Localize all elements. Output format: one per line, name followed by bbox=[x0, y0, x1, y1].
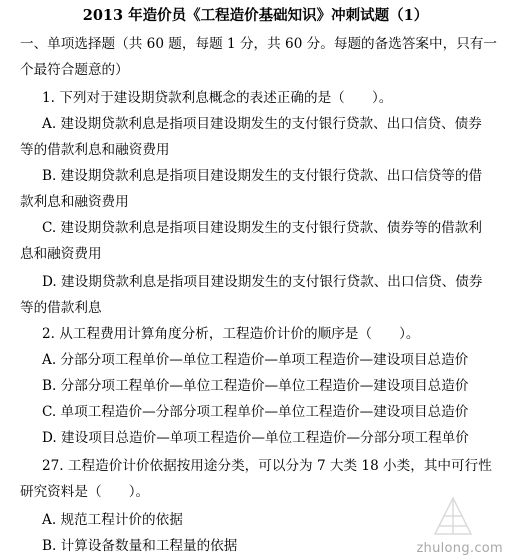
q1-option-c-line-2: 息和融资费用 bbox=[20, 246, 102, 262]
q2-option-a: A. 分部分项工程单价—单位工程造价—单项工程造价—建设项目总造价 bbox=[42, 352, 469, 368]
section-heading-line-2: 个最符合题意的） bbox=[20, 62, 129, 78]
q27-stem-line-1: 27. 工程造价计价依据按用途分类，可以分为 7 大类 18 小类，其中可行性 bbox=[42, 458, 492, 474]
q1-option-d-line-2: 等的借款利息 bbox=[20, 300, 102, 316]
q27-option-a: A. 规范工程计价的依据 bbox=[42, 512, 183, 528]
q2-option-b: B. 分部分项工程单价—单位工程造价—单位工程造价—建设项目总造价 bbox=[42, 378, 469, 394]
q1-option-b-line-1: B. 建设期贷款利息是指项目建设期发生的支付银行贷款、出口信贷等的借 bbox=[42, 168, 483, 184]
q2-option-d: D. 建设项目总造价—单项工程造价—单位工程造价—分部分项工程单价 bbox=[42, 430, 469, 446]
q2-stem: 2. 从工程费用计算角度分析，工程造价计价的顺序是（ ）。 bbox=[42, 326, 420, 342]
section-heading-line-1: 一、单项选择题（共 60 题，每题 1 分，共 60 分。每题的备选答案中，只有一 bbox=[20, 36, 497, 52]
q27-stem-line-2: 研究资料是（ ）。 bbox=[20, 484, 150, 500]
watermark-text: zhulong.com bbox=[416, 541, 503, 556]
document-title: 2013 年造价员《工程造价基础知识》冲刺试题（1） bbox=[82, 7, 429, 24]
q1-stem: 1. 下列对于建设期贷款利息概念的表述正确的是（ ）。 bbox=[42, 90, 393, 106]
q1-option-d-line-1: D. 建设期贷款利息是指项目建设期发生的支付银行贷款、出口信贷、债券 bbox=[42, 274, 483, 290]
q1-option-a-line-2: 等的借款利息和融资费用 bbox=[20, 142, 170, 158]
q1-option-a-line-1: A. 建设期贷款利息是指项目建设期发生的支付银行贷款、出口信贷、债券 bbox=[42, 116, 482, 132]
q1-option-c-line-1: C. 建设期贷款利息是指项目建设期发生的支付银行贷款、债券等的借款利 bbox=[42, 220, 482, 236]
q27-option-b: B. 计算设备数量和工程量的依据 bbox=[42, 538, 238, 554]
q1-option-b-line-2: 款利息和融资费用 bbox=[20, 194, 129, 210]
q2-option-c: C. 单项工程造价—分部分项工程单价—单位工程造价—建设项目总造价 bbox=[42, 404, 469, 420]
